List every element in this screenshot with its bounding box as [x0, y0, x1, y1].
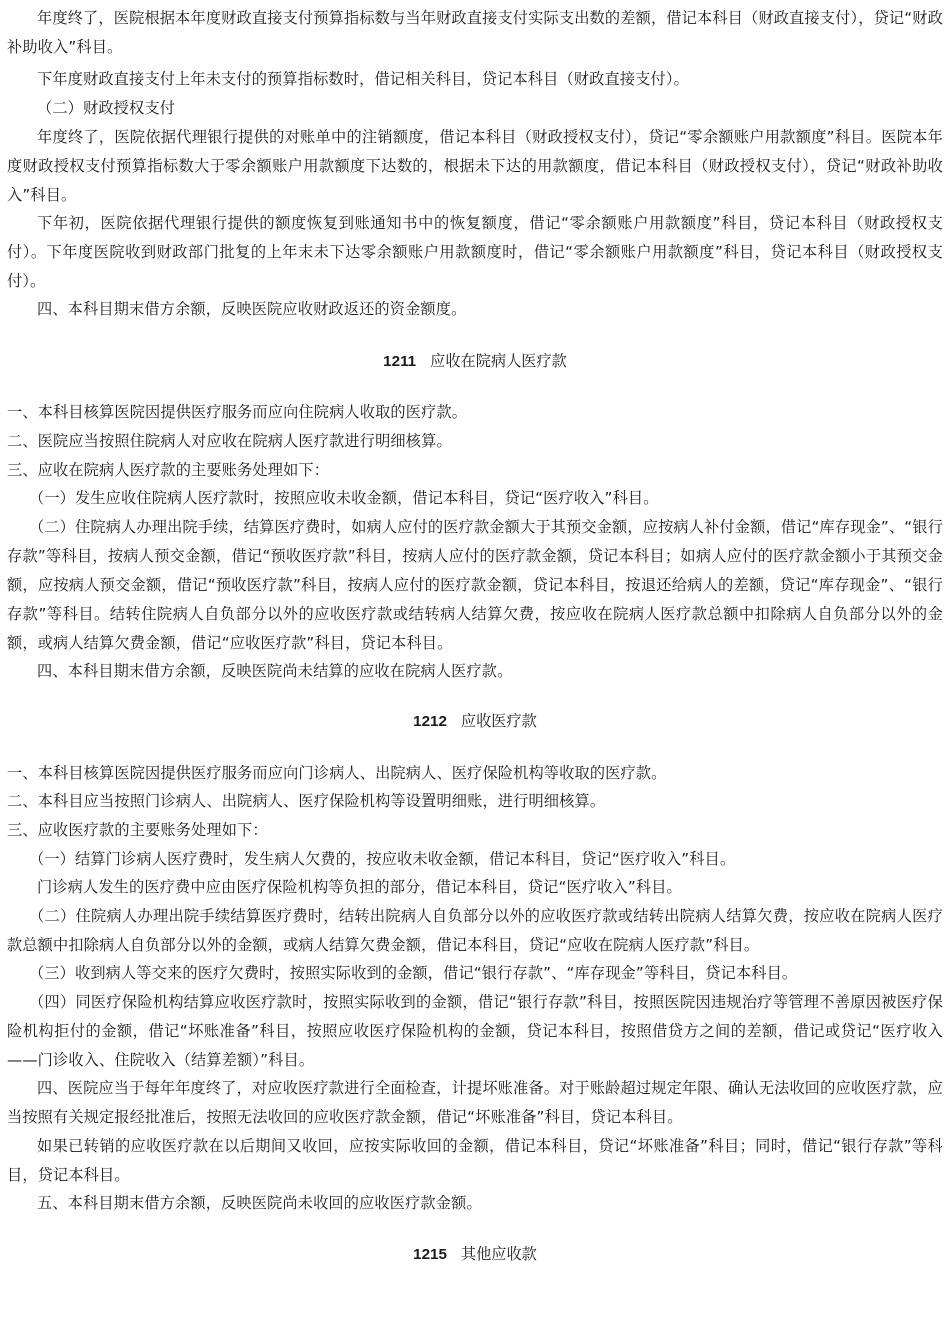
paragraph: 四、医院应当于每年年度终了，对应收医疗款进行全面检查，计提坏账准备。对于账龄超过规定年限、确认无法收回的应收医疗款，应当按照有关规定报经批准后，按照无法收回的应收医疗款金额，借记“坏账准备”科目，贷记本科目。 [7, 1079, 943, 1126]
paragraph: 下年初，医院依据代理银行提供的额度恢复到账通知书中的恢复额度，借记“零余额账户用款额度”科目，贷记本科目（财政授权支付）。下年度医院收到财政部门批复的上年末未下达零余额账户用款额度时，借记“零余额账户用款额度”科目，贷记本科目（财政授权支付）。 [7, 214, 943, 290]
section-title: 应收在院病人医疗款 [430, 352, 567, 370]
section-code: 1211 [383, 353, 417, 370]
paragraph: 一、本科目核算医院因提供医疗服务而应向住院病人收取的医疗款。 [7, 403, 468, 421]
section-heading-1215 [0, 1240, 950, 1269]
paragraph: 四、本科目期末借方余额，反映医院应收财政返还的资金额度。 [37, 300, 467, 318]
paragraph: 三、应收在院病人医疗款的主要账务处理如下： [7, 461, 330, 479]
paragraph: （一）发生应收住院病人医疗款时，按照应收未收金额，借记本科目，贷记“医疗收入”科目。 [29, 489, 659, 507]
paragraph: （四）同医疗保险机构结算应收医疗款时，按照实际收到的金额，借记“银行存款”科目，按照医院因违规治疗等管理不善原因被医疗保险机构拒付的金额，借记“坏账准备”科目，按照应收医疗保险机构的金额，贷记本科目，按照借贷方之间的差额，借记或贷记“医疗收入——门诊收入、住院收入（结算差额）”科目。 [7, 993, 943, 1069]
paragraph: 一、本科目核算医院因提供医疗服务而应向门诊病人、出院病人、医疗保险机构等收取的医疗款。 [7, 764, 667, 782]
section-heading-1211 [0, 347, 950, 376]
paragraph: 如果已转销的应收医疗款在以后期间又收回，应按实际收回的金额，借记本科目，贷记“坏账准备”科目；同时，借记“银行存款”等科目，贷记本科目。 [7, 1137, 943, 1184]
paragraph: （三）收到病人等交来的医疗欠费时，按照实际收到的金额，借记“银行存款”、“库存现金”等科目，贷记本科目。 [29, 964, 798, 982]
section-title: 应收医疗款 [460, 712, 537, 730]
paragraph: 下年度财政直接支付上年未支付的预算指标数时，借记相关科目，贷记本科目（财政直接支付）。 [37, 70, 689, 88]
paragraph: 年度终了，医院依据代理银行提供的对账单中的注销额度，借记本科目（财政授权支付），贷记“零余额账户用款额度”科目。医院本年度财政授权支付预算指标数大于零余额账户用款额度下达数的，根据未下达的用款额度，借记本科目（财政授权支付），贷记“财政补助收入”科目。 [7, 128, 943, 204]
paragraph: （二）住院病人办理出院手续结算医疗费时，结转出院病人自负部分以外的应收医疗款或结转出院病人结算欠费，按应收在院病人医疗款总额中扣除病人自负部分以外的金额，或病人结算欠费金额，借记本科目，贷记“应收在院病人医疗款”科目。 [7, 907, 943, 954]
paragraph: 二、本科目应当按照门诊病人、出院病人、医疗保险机构等设置明细账，进行明细核算。 [7, 792, 606, 810]
paragraph: 门诊病人发生的医疗费中应由医疗保险机构等负担的部分，借记本科目，贷记“医疗收入”科目。 [37, 878, 682, 896]
paragraph: 二、医院应当按照住院病人对应收在院病人医疗款进行明细核算。 [7, 432, 452, 450]
paragraph: 三、应收医疗款的主要账务处理如下： [7, 821, 268, 839]
paragraph: 四、本科目期末借方余额，反映医院尚未结算的应收在院病人医疗款。 [37, 662, 513, 680]
section-code: 1212 [413, 713, 447, 730]
section-heading-1212 [0, 707, 950, 736]
paragraph: （二）财政授权支付 [37, 99, 176, 117]
paragraph: 年度终了，医院根据本年度财政直接支付预算指标数与当年财政直接支付实际支出数的差额，借记本科目（财政直接支付），贷记“财政补助收入”科目。 [7, 9, 943, 56]
section-code: 1215 [413, 1246, 447, 1263]
paragraph: 五、本科目期末借方余额，反映医院尚未收回的应收医疗款金额。 [37, 1194, 482, 1212]
paragraph: （二）住院病人办理出院手续，结算医疗费时，如病人应付的医疗款金额大于其预交金额，应按病人补付金额，借记“库存现金”、“银行存款”等科目，按病人预交金额，借记“预收医疗款”科目，按病人应付的医疗款金额，贷记本科目；如病人应付的医疗款金额小于其预交金额，应按病人预交金额，借记“预收医疗款”科目，按病人应付的医疗款金额，贷记本科目，按退还给病人的差额，贷记“库存现金”、“银行存款”等科目。结转住院病人自负部分以外的应收医疗款或结转病人结算欠费，按应收在院病人医疗款总额中扣除病人自负部分以外的金额，或病人结算欠费金额，借记“应收医疗款”科目，贷记本科目。 [7, 518, 943, 652]
section-title: 其他应收款 [460, 1245, 537, 1263]
paragraph: （一）结算门诊病人医疗费时，发生病人欠费的，按应收未收金额，借记本科目，贷记“医疗收入”科目。 [29, 850, 736, 868]
